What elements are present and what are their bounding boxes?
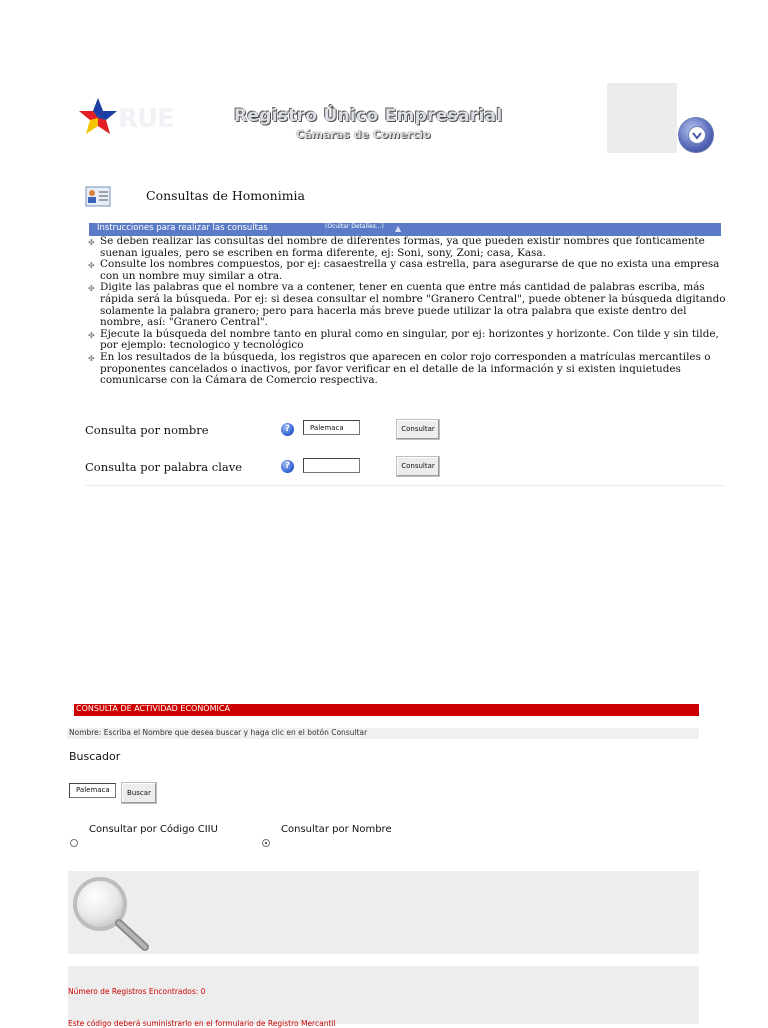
- page-title: Consultas de Homonimia: [146, 188, 305, 203]
- collapse-arrow-icon[interactable]: ▲: [395, 224, 402, 233]
- instruction-item: ✤ Se deben realizar las consultas del nombre de diferentes formas, ya que pueden existir nombres que fonticamente suenan iguales, pero se escriben en forma diferente, ej: Soni, sony, Zoni; casa, Kasa.: [88, 235, 705, 259]
- hide-details-link[interactable]: (Ocultar Detalles...): [325, 223, 384, 230]
- rue-star-logo: [76, 96, 120, 140]
- consultar-nombre-button[interactable]: Consultar: [396, 419, 440, 440]
- help-circle-icon[interactable]: [678, 117, 714, 153]
- help-question-icon[interactable]: ?: [281, 423, 294, 436]
- brand-title: Registro Único Empresarial: [234, 106, 503, 126]
- radio-ciiu[interactable]: [70, 839, 78, 847]
- brand-subtitle: Cámaras de Comercio: [296, 128, 431, 141]
- radio-nombre-label: Consultar por Nombre: [281, 824, 392, 835]
- help-question-icon[interactable]: ?: [281, 460, 294, 473]
- consulta-clave-input[interactable]: [303, 458, 360, 473]
- actividad-instruction: [67, 728, 699, 739]
- results-note: Este código deberá suministrarlo en el formulario de Registro Mercantil: [68, 1019, 336, 1028]
- consultar-clave-button[interactable]: Consultar: [396, 456, 440, 477]
- instructions-bar-label: Instrucciones para realizar las consultas: [97, 223, 268, 233]
- instructions-list: [88, 236, 728, 387]
- logo-text: RUE: [118, 104, 174, 134]
- radio-nombre[interactable]: [262, 839, 270, 847]
- bullet-icon: ✤: [88, 238, 95, 247]
- actividad-bar-title: CONSULTA DE ACTIVIDAD ECONÓMICA: [76, 704, 230, 713]
- header-placeholder-box: [607, 83, 677, 153]
- help-inner-icon: [688, 126, 706, 144]
- bullet-icon: ✤: [88, 284, 95, 294]
- magnifier-icon: [72, 875, 154, 953]
- radio-ciiu-label: Consultar por Código CIIU: [89, 824, 218, 835]
- instruction-item: ✤ Ejecute la búsqueda del nombre tanto en plural como en singular, por ej: horizontes y horizonte. Con tilde y sin tilde, por ejemplo: tecnologico y tecnológico: [88, 327, 719, 352]
- bullet-icon: ✤: [88, 261, 95, 271]
- bullet-icon: ✤: [88, 353, 95, 363]
- buscador-label: Buscador: [69, 750, 121, 763]
- buscar-button[interactable]: Buscar: [121, 782, 157, 804]
- bullet-icon: ✤: [88, 330, 95, 340]
- instruction-item: ✤ Consulte los nombres compuestos, por ej: casaestrella y casa estrella, para asegurarse de que no exista una empresa con un nombre muy similar a otra.: [88, 258, 720, 282]
- actividad-instruction-text: Nombre: Escriba el Nombre que desea buscar y haga clic en el botón Consultar: [69, 728, 368, 737]
- actividad-bar: [74, 704, 699, 716]
- consulta-clave-label: Consulta por palabra clave: [85, 460, 243, 474]
- buscador-input[interactable]: Palemaca: [69, 783, 116, 798]
- users-card-icon: [85, 184, 111, 208]
- instruction-item: ✤ Digite las palabras que el nombre va a contener, tener en cuenta que entre más cantidad de palabras escriba, más rápida será la búsqueda. Por ej: si desea consultar el nombre "Granero Central", puede obtener la búsqueda digitando solamente la palabra granero; pero para hacerla más breve puede utilizar la otra palabra que existe dentro del nombre, así: "Granero Central".: [88, 281, 726, 329]
- divider: [85, 485, 725, 486]
- results-count: Número de Registros Encontrados: 0: [68, 987, 206, 996]
- search-results-panel: [68, 871, 699, 954]
- consulta-nombre-input[interactable]: Palemaca: [303, 420, 360, 435]
- instruction-item: ✤ En los resultados de la búsqueda, los registros que aparecen en color rojo corresponden a matrículas mercantiles o proponentes cancelados o inactivos, por favor verificar en el detalle de la información y si existen inquietudes comunicarse con la Cámara de Comercio respectiva.: [88, 350, 711, 387]
- consulta-nombre-label: Consulta por nombre: [85, 423, 209, 437]
